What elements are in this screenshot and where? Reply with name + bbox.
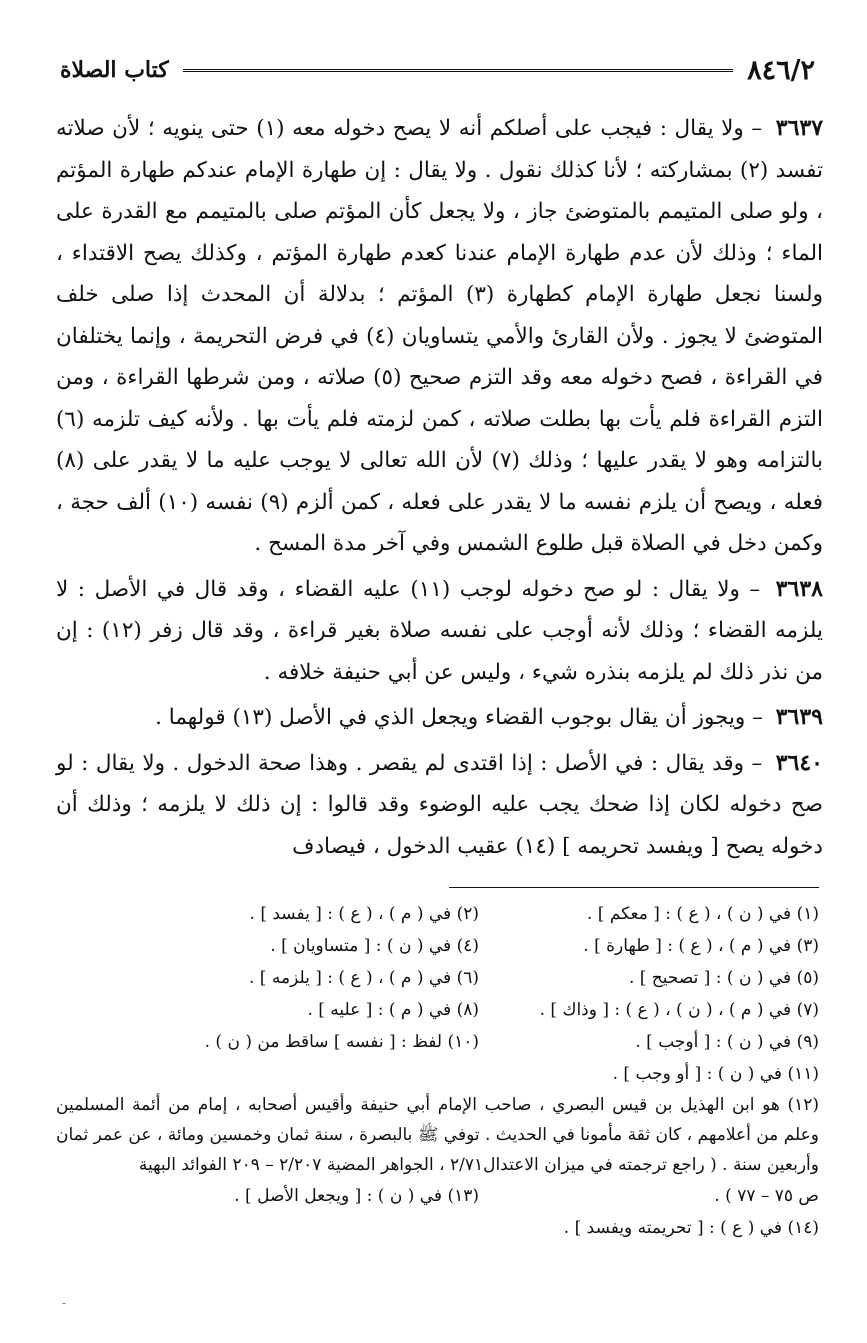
paragraph-text: – ولا يقال : لو صح دخوله لوجب (١١) عليه القضاء ، وقد قال في الأصل : لا يلزمه القضاء ؛ وذلك لأنه أوجب على نفسه صلاة بغير قراءة ، وقد قال زفر (١٢) : إن من نذر ذلك لم يلزمه بنذره شيء ، وليس عن أبي حنيفة خلافه . bbox=[56, 576, 824, 685]
footnotes bbox=[56, 898, 819, 1244]
page-header bbox=[60, 52, 815, 88]
footnote-biography: (١٢) هو ابن الهذيل بن قيس البصري ، صاحب الإمام أبي حنيفة وأقيس أصحابه ، إمام من أئمة المسلمين وعلم من أعلامهم ، كان ثقة مأمونا في الحديث . توفي ﷺ بالبصرة ، سنة ثمان وخمسين ومائة ، عن عمر ثمان وأربعين سنة . ( راجع ترجمته في ميزان الاعتدال٢/٧١ ، الجواهر المضية ٢/٢٠٧ – ٢٠٩ الفوائد البهية bbox=[56, 1095, 819, 1175]
paragraph bbox=[56, 743, 823, 868]
paragraph-text: – ولا يقال : فيجب على أصلكم أنه لا يصح دخوله معه (١) حتى ينويه ؛ لأن صلاته تفسد (٢) بمشاركته ؛ لأنا كذلك نقول . ولا يقال : إن طهارة الإمام عندكم طهارة المؤتم ، ولو صلى المتيمم بالمتوضئ جاز ، ولا يجعل كأن المؤتم صلى بالمتيمم مع القدرة على الماء ؛ وذلك لأن عدم طهارة الإمام عندنا كعدم طهارة المؤتم ، وكذلك يصح الاقتداء ، ولسنا نجعل طهارة الإمام كطهارة (٣) المؤتم ؛ بدلالة أن المحدث إذا صلى خلف المتوضئ لا يجوز . ولأن القارئ والأمي يتساويان (٤) في فرض التحريمة ، وإنما يختلفان في القراءة ، فصح دخوله معه وقد التزم صحيح (٥) صلاته ، ومن شرطها القراءة ، ومن التزم القراءة فلم يأت بها بطلت صلاته ، كمن لزمته فلم يأت بها . ولأنه كيف تلزمه (٦) بالتزامه وهو لا يقدر عليها ؛ وذلك (٧) لأن الله تعالى لا يوجب عليه ما لا يقدر على (٨) فعله ، ويصح أن يلزم نفسه ما لا يقدر على فعله ، كمن ألزم (٩) نفسه (١٠) ألف حجة ، وكمن دخل في الصلاة قبل طلوع الشمس وفي آخر مدة المسح . bbox=[56, 116, 824, 556]
footnote: (٨) في ( م ) : [ عليه ] . bbox=[307, 1000, 479, 1020]
footnote-row bbox=[56, 1058, 819, 1090]
footnote: (٣) في ( م ) ، ( ع ) : [ طهارة ] . bbox=[583, 936, 819, 956]
footnote-row bbox=[56, 962, 819, 994]
footnote-row bbox=[56, 1180, 819, 1212]
paragraph-number: ٣٦٤٠ bbox=[775, 749, 823, 776]
footnote-row bbox=[56, 898, 819, 930]
book-title: كتاب الصلاة bbox=[60, 57, 169, 83]
footnote: (٢) في ( م ) ، ( ع ) : [ يفسد ] . bbox=[249, 904, 479, 924]
paragraph bbox=[56, 569, 823, 694]
footnote-row bbox=[56, 1212, 819, 1244]
footnote: (٩) في ( ن ) : [ أوجب ] . bbox=[635, 1032, 819, 1052]
paragraph-text: – ويجوز أن يقال بوجوب القضاء ويجعل الذي في الأصل (١٣) قولهما . bbox=[155, 705, 763, 730]
paragraph bbox=[56, 108, 823, 565]
main-text bbox=[56, 108, 823, 871]
footnote: (٦) في ( م ) ، ( ع ) : [ يلزمه ] . bbox=[249, 968, 479, 988]
footnote: (١٤) في ( ع ) : [ تحريمته ويفسد ] . bbox=[563, 1218, 819, 1238]
page-number: ٨٤٦/٢ bbox=[747, 54, 815, 86]
footnote-separator bbox=[449, 887, 819, 888]
scan-mark: - bbox=[62, 1296, 67, 1310]
header-rule bbox=[183, 69, 733, 72]
footnote: (٤) في ( ن ) : [ متساويان ] . bbox=[270, 936, 479, 956]
footnote-row bbox=[56, 994, 819, 1026]
paragraph-text: – وقد يقال : في الأصل : إذا اقتدى لم يقصر . وهذا صحة الدخول . ولا يقال : لو صح دخوله لكان إذا ضحك يجب عليه الوضوء وقد قالوا : إن ذلك لا يلزمه ؛ وذلك أن دخوله يصح [ ويفسد تحريمه ] (١٤) عقيب الدخول ، فيصادف bbox=[56, 750, 823, 859]
footnote: (٧) في ( م ) ، ( ن ) ، ( ع ) : [ وذاك ] . bbox=[539, 1000, 819, 1020]
footnote: (٥) في ( ن ) : [ تصحيح ] . bbox=[628, 968, 819, 988]
paragraph-number: ٣٦٣٩ bbox=[775, 704, 823, 730]
paragraph-number: ٣٦٣٨ bbox=[775, 575, 823, 602]
footnote-row bbox=[56, 1026, 819, 1058]
footnote: (١٣) في ( ن ) : [ ويجعل الأصل ] . bbox=[234, 1186, 479, 1206]
paragraph bbox=[56, 697, 823, 739]
footnote: (١) في ( ن ) ، ( ع ) : [ معكم ] . bbox=[586, 904, 819, 924]
footnote: (١١) في ( ن ) : [ أو وجب ] . bbox=[612, 1064, 819, 1084]
footnote: (١٠) لفظ : [ نفسه ] ساقط من ( ن ) . bbox=[204, 1032, 479, 1052]
footnote-row bbox=[56, 930, 819, 962]
paragraph-number: ٣٦٣٧ bbox=[775, 115, 824, 141]
footnote-continuation: ص ٧٥ – ٧٧ ) . bbox=[714, 1186, 819, 1206]
